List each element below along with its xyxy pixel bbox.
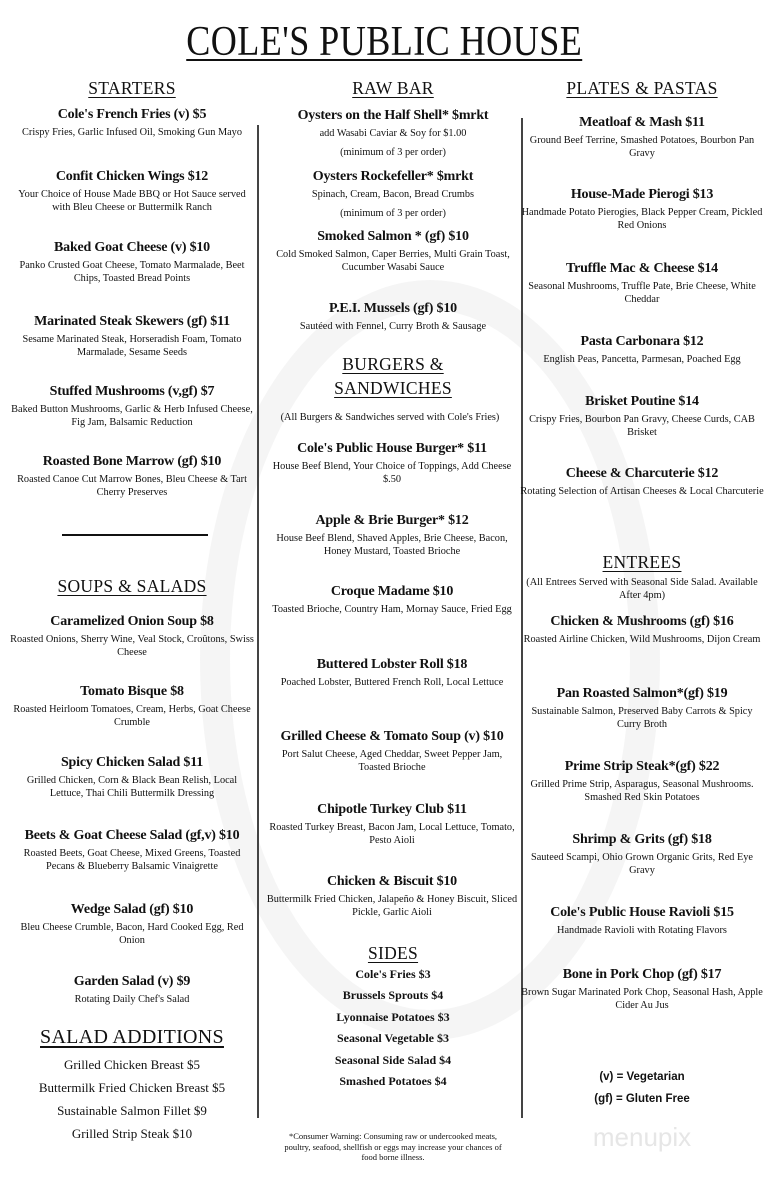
item-name: Chicken & Mushrooms (gf) $16: [550, 614, 734, 629]
side-item: Seasonal Side Salad $4: [334, 1052, 452, 1067]
item-name: Cole's Public House Burger* $11: [297, 441, 487, 456]
item-description: Cold Smoked Salmon, Caper Berries, Multi Grain Toast, Cucumber Wasabi Sauce: [276, 249, 510, 273]
item-description: Crispy Fries, Garlic Infused Oil, Smoking Gun Mayo: [22, 127, 242, 138]
item-name: Grilled Cheese & Tomato Soup (v) $10: [280, 729, 504, 744]
menu-title: [0, 18, 768, 66]
menu-item: [266, 728, 518, 774]
menu-item: [520, 966, 764, 1012]
menu-item: [266, 801, 518, 847]
side-item: Seasonal Vegetable $3: [336, 1031, 449, 1046]
item-name: Marinated Steak Skewers (gf) $11: [34, 314, 230, 329]
item-name: Prime Strip Steak*(gf) $22: [564, 759, 720, 774]
item-note: (minimum of 3 per order): [340, 208, 446, 219]
item-description: Spinach, Cream, Bacon, Bread Crumbs: [311, 189, 475, 200]
item-description: Seasonal Mushrooms, Truffle Pate, Brie Cheese, White Cheddar: [528, 281, 756, 305]
legend-item: (gf) = Gluten Free: [594, 1093, 690, 1105]
section-heading: SALAD ADDITIONS: [40, 1026, 224, 1048]
side-item: Cole's Fries $3: [355, 967, 431, 981]
item-description: Rotating Selection of Artisan Cheeses & Local Charcuterie: [520, 486, 764, 497]
item-description: Roasted Airline Chicken, Wild Mushrooms, Dijon Cream: [523, 634, 761, 645]
item-description: Roasted Heirloom Tomatoes, Cream, Herbs, Goat Cheese Crumble: [13, 704, 251, 728]
item-description: Port Salut Cheese, Aged Cheddar, Sweet Pepper Jam, Toasted Brioche: [281, 749, 503, 773]
item-name: Pasta Carbonara $12: [580, 334, 704, 349]
menu-item: [268, 107, 518, 159]
menu-item: [10, 754, 254, 800]
item-name: Cole's Public House Ravioli $15: [550, 905, 734, 920]
menu-item: [520, 393, 764, 439]
column-divider-left: [257, 125, 259, 1118]
menu-item: [10, 901, 254, 947]
item-name: Oysters Rockefeller* $mrkt: [312, 169, 474, 184]
legend-item: (v) = Vegetarian: [599, 1071, 685, 1083]
item-description: Grilled Chicken, Corn & Black Bean Relish, Local Lettuce, Thai Chili Buttermilk Dressing: [26, 775, 238, 799]
item-name: Cole's French Fries (v) $5: [57, 107, 207, 122]
item-description: English Peas, Pancetta, Parmesan, Poached Egg: [543, 354, 741, 365]
item-description: Roasted Turkey Breast, Bacon Jam, Local Lettuce, Tomato, Pesto Aioli: [269, 822, 515, 846]
menu-item: [10, 313, 254, 359]
item-name: Caramelized Onion Soup $8: [50, 614, 214, 629]
menu-item: [10, 168, 254, 214]
menu-item: [520, 260, 764, 306]
menu-item: [10, 613, 254, 659]
item-name: Spicy Chicken Salad $11: [60, 755, 204, 770]
item-description: Sustainable Salmon, Preserved Baby Carrots & Spicy Curry Broth: [531, 706, 753, 730]
item-description: Sautéed with Fennel, Curry Broth & Sausage: [299, 321, 487, 332]
item-name: Meatloaf & Mash $11: [579, 115, 705, 130]
item-description: Roasted Beets, Goat Cheese, Mixed Greens, Toasted Pecans & Blueberry Balsamic Vinaigrette: [23, 848, 241, 872]
section-heading: STARTERS: [88, 78, 176, 98]
section-heading: SOUPS & SALADS: [57, 576, 207, 596]
item-name: Oysters on the Half Shell* $mrkt: [297, 108, 489, 123]
menu-item: [10, 683, 254, 729]
item-description: Bleu Cheese Crumble, Bacon, Hard Cooked Egg, Red Onion: [20, 922, 244, 946]
item-name: Confit Chicken Wings $12: [55, 169, 209, 184]
item-description: Grilled Prime Strip, Asparagus, Seasonal Mushrooms. Smashed Red Skin Potatoes: [530, 779, 754, 803]
item-name: Buttered Lobster Roll $18: [316, 657, 468, 672]
item-name: Bone in Pork Chop (gf) $17: [562, 967, 722, 982]
menu-item: [10, 106, 254, 139]
menu-item: [266, 873, 518, 919]
item-description: House Beef Blend, Shaved Apples, Brie Cheese, Bacon, Honey Mustard, Toasted Brioche: [276, 533, 508, 557]
item-name: Beets & Goat Cheese Salad (gf,v) $10: [24, 828, 240, 843]
menu-item: [10, 239, 254, 285]
item-name: Tomato Bisque $8: [80, 684, 184, 699]
item-name: Baked Goat Cheese (v) $10: [54, 240, 210, 255]
item-name: Shrimp & Grits (gf) $18: [572, 832, 712, 847]
item-name: Smoked Salmon * (gf) $10: [317, 229, 469, 244]
item-description: House Beef Blend, Your Choice of Toppings, Add Cheese $.50: [272, 461, 512, 485]
menu-item: [266, 512, 518, 558]
item-description: Handmade Potato Pierogies, Black Pepper Cream, Pickled Red Onions: [521, 207, 763, 231]
menu-item: [520, 685, 764, 731]
section-heading: SIDES: [367, 943, 419, 963]
section-heading: ENTREES: [602, 552, 682, 572]
item-description: Ground Beef Terrine, Smashed Potatoes, Bourbon Pan Gravy: [529, 135, 755, 159]
menu-item: [520, 831, 764, 877]
item-description: Roasted Canoe Cut Marrow Bones, Bleu Cheese & Tart Cherry Preserves: [17, 474, 247, 498]
item-name: Roasted Bone Marrow (gf) $10: [42, 454, 222, 469]
item-name: Pan Roasted Salmon*(gf) $19: [556, 686, 728, 701]
item-description: Roasted Onions, Sherry Wine, Veal Stock, Croûtons, Swiss Cheese: [10, 634, 254, 658]
item-description: Panko Crusted Goat Cheese, Tomato Marmalade, Beet Chips, Toasted Bread Points: [19, 260, 245, 284]
item-description: Brown Sugar Marinated Pork Chop, Seasonal Hash, Apple Cider Au Jus: [521, 987, 763, 1011]
item-description: Crispy Fries, Bourbon Pan Gravy, Cheese Curds, CAB Brisket: [529, 414, 755, 438]
item-description: Toasted Brioche, Country Ham, Mornay Sauce, Fried Egg: [272, 604, 512, 615]
section-note: (All Burgers & Sandwiches served with Cole's Fries): [280, 412, 500, 423]
item-description: Handmade Ravioli with Rotating Flavors: [557, 925, 727, 936]
menu-item: [10, 383, 254, 429]
item-name: Wedge Salad (gf) $10: [70, 902, 194, 917]
menu-item: [268, 168, 518, 220]
item-name: P.E.I. Mussels (gf) $10: [329, 301, 457, 316]
item-note: (minimum of 3 per order): [340, 147, 446, 158]
section-heading: RAW BAR: [352, 78, 434, 98]
menu-item: [266, 656, 518, 689]
menu-item: [268, 228, 518, 274]
salad-addition-item: Grilled Chicken Breast $5: [63, 1057, 201, 1072]
menu-item: [520, 904, 764, 937]
item-description: Baked Button Mushrooms, Garlic & Herb Infused Cheese, Fig Jam, Balsamic Reduction: [11, 404, 253, 428]
menu-item: [520, 333, 764, 366]
item-description: add Wasabi Caviar & Soy for $1.00: [319, 128, 467, 139]
menu-item: [10, 973, 254, 1006]
menu-item: [520, 114, 764, 160]
item-description: Your Choice of House Made BBQ or Hot Sauce served with Bleu Cheese or Buttermilk Ranch: [18, 189, 246, 213]
item-name: Truffle Mac & Cheese $14: [565, 261, 718, 276]
side-item: Lyonnaise Potatoes $3: [336, 1009, 450, 1024]
section-heading: BURGERS &: [342, 354, 444, 374]
restaurant-name: COLE'S PUBLIC HOUSE: [185, 19, 582, 65]
section-divider: [62, 534, 208, 536]
side-item: Smashed Potatoes $4: [339, 1074, 447, 1088]
salad-addition-item: Sustainable Salmon Fillet $9: [57, 1103, 207, 1118]
item-description: Sauteed Scampi, Ohio Grown Organic Grits, Red Eye Gravy: [530, 852, 753, 876]
menu-item: [268, 300, 518, 333]
section-note: (All Entrees Served with Seasonal Side Salad. Available After 4pm): [526, 577, 758, 601]
item-description: Sesame Marinated Steak, Horseradish Foam, Tomato Marmalade, Sesame Seeds: [22, 334, 242, 358]
item-description: Poached Lobster, Buttered French Roll, Local Lettuce: [280, 677, 504, 688]
watermark-text: menupix: [592, 1122, 692, 1152]
section-heading: SANDWICHES: [334, 378, 452, 398]
side-item: Brussels Sprouts $4: [342, 988, 444, 1003]
item-name: Apple & Brie Burger* $12: [315, 513, 469, 528]
menu-item: [520, 186, 764, 232]
item-name: Garden Salad (v) $9: [73, 974, 191, 989]
item-description: Rotating Daily Chef's Salad: [74, 994, 190, 1005]
item-name: Chipotle Turkey Club $11: [317, 802, 467, 817]
item-name: Brisket Poutine $14: [585, 394, 699, 409]
consumer-warning: *Consumer Warning: Consuming raw or undercooked meats, poultry, seafood, shellfish or eggs may increase your chances of food borne illness.: [284, 1131, 502, 1162]
item-name: Cheese & Charcuterie $12: [565, 466, 719, 481]
salad-addition-item: Grilled Strip Steak $10: [71, 1126, 193, 1141]
menu-item: [520, 613, 764, 646]
menu-item: [10, 827, 254, 873]
menu-item: [520, 758, 764, 804]
item-description: Buttermilk Fried Chicken, Jalapeño & Honey Biscuit, Sliced Pickle, Garlic Aioli: [266, 894, 518, 918]
item-name: Chicken & Biscuit $10: [327, 874, 457, 889]
item-name: House-Made Pierogi $13: [570, 187, 714, 202]
item-name: Stuffed Mushrooms (v,gf) $7: [49, 384, 215, 399]
menu-item: [266, 440, 518, 486]
salad-addition-item: Buttermilk Fried Chicken Breast $5: [38, 1080, 226, 1095]
menu-item: [520, 465, 764, 498]
section-heading: PLATES & PASTAS: [566, 78, 718, 98]
item-name: Croque Madame $10: [330, 584, 454, 599]
menu-item: [266, 583, 518, 616]
menu-item: [10, 453, 254, 499]
